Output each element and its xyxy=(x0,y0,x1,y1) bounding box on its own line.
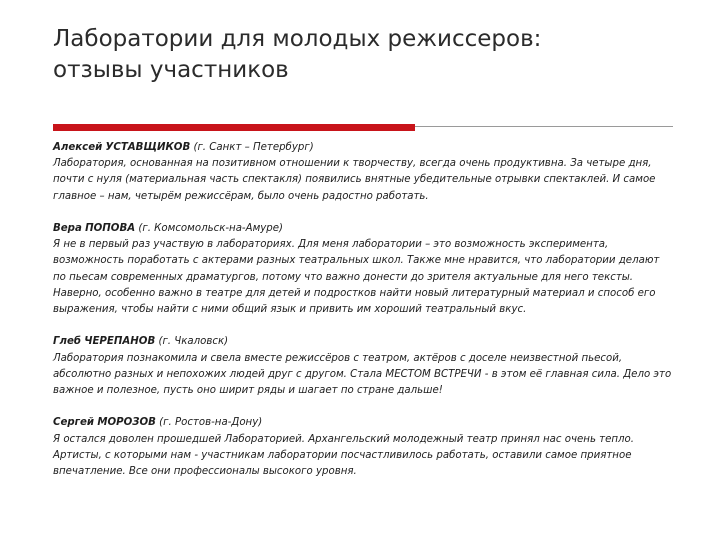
review-header xyxy=(53,140,673,156)
reviewer-first-name: Сергей xyxy=(53,417,95,429)
review-item xyxy=(53,415,673,480)
reviewer-first-name: Глеб xyxy=(53,336,81,348)
review-text: Я остался доволен прошедшей Лабораторией. Архангельский молодежный театр принял нас очень тепло. Артисты, с которыми нам - участникам лаборатории посчастливилось работать, оставили самое приятное впечатление. Все они профессионалы высокого уровня. xyxy=(53,433,635,478)
review-header xyxy=(53,221,673,237)
reviewer-last-name: УСТАВЩИКОВ xyxy=(105,142,191,153)
reviewer-first-name: Вера xyxy=(53,223,82,234)
review-item xyxy=(53,334,673,399)
review-header xyxy=(53,334,673,350)
review-text: Лаборатория познакомила и свела вместе режиссёров с театром, актёров с доселе неизвестной пьесой, абсолютно разных и непохожих людей друг с другом. Стала МЕСТОМ ВСТРЕЧИ - в этом её главная сила. Дело это важное и полезное, пусть оно ширит ряды и шагает по стране дальше! xyxy=(53,352,672,397)
reviewer-last-name: МОРОЗОВ xyxy=(97,417,156,429)
review-text: Лаборатория, основанная на позитивном отношении к творчеству, всегда очень продуктивна. За четыре дня, почти с нуля (материальная часть спектакля) появились внятные убедительные отрывки спектаклей. И самое главное – нам, четырём режиссёрам, было очень радостно работать. xyxy=(53,158,656,202)
reviewer-city: (г. Чкаловск) xyxy=(158,336,229,348)
reviewer-first-name: Алексей xyxy=(53,142,103,153)
reviewer-city: (г. Ростов-на-Дону) xyxy=(159,417,263,429)
slide-title-line-2: отзывы участников xyxy=(53,57,289,83)
reviewer-city: (г. Комсомольск-на-Амуре) xyxy=(138,223,283,234)
review-header xyxy=(53,415,673,431)
slide-title-line-1: Лаборатории для молодых режиссеров: xyxy=(53,26,542,52)
reviewer-city: (г. Санкт – Петербург) xyxy=(193,142,314,153)
review-text: Я не в первый раз участвую в лабораториях. Для меня лаборатории – это возможность эксперимента, возможность поработать с актерами разных театральных школ. Также мне нравится, что лаборатории делают по пьесам современных драматургов, потому что важно донести до зрителя актуальные для него тексты. Наверно, особенно важно в театре для детей и подростков найти новый литературный материал и способ его выражения, чтобы найти с ними общий язык и привить им хороший театральный вкус. xyxy=(53,239,660,316)
reviews-list xyxy=(53,140,673,496)
slide-title xyxy=(53,24,693,86)
title-underline-red-accent xyxy=(53,124,415,131)
reviewer-last-name: ПОПОВА xyxy=(85,223,136,234)
review-item xyxy=(53,140,673,205)
review-item xyxy=(53,221,673,318)
reviewer-last-name: ЧЕРЕПАНОВ xyxy=(84,336,156,348)
